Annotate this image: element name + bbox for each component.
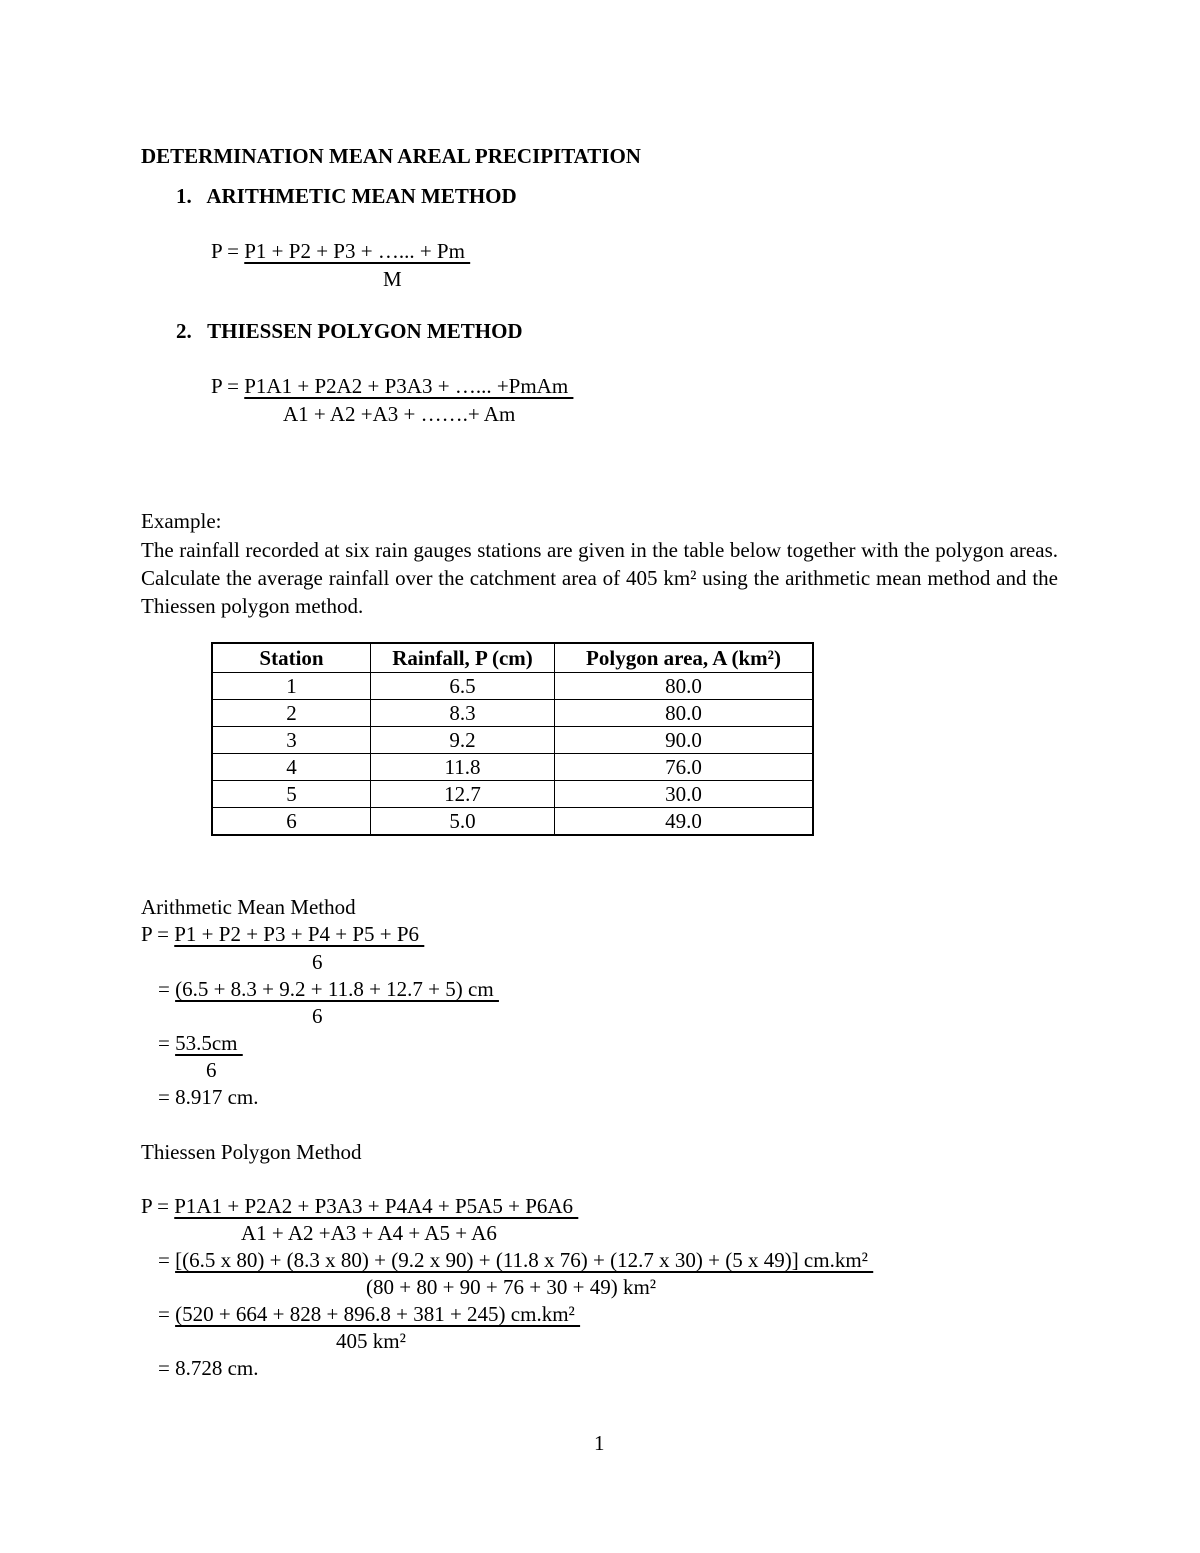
thiessen-heading: Thiessen Polygon Method [141,1140,362,1164]
cell-area: 76.0 [555,754,814,781]
example-label: Example: [141,509,222,533]
cell-rainfall: 5.0 [371,808,555,836]
formula-lhs: P = [141,922,175,946]
thiessen-line-1 [141,1196,578,1217]
method-2-heading: 2. THIESSEN POLYGON METHOD [176,319,523,343]
cell-station: 2 [212,700,371,727]
thiessen-line-3-denominator: 405 km² [336,1329,406,1353]
cell-area: 49.0 [555,808,814,836]
formula-numerator: P1A1 + P2A2 + P3A3 + …... +PmAm [244,374,574,398]
arithmetic-line-3 [158,1033,243,1054]
cell-area: 30.0 [555,781,814,808]
arithmetic-result: = 8.917 cm. [158,1085,259,1109]
cell-area: 80.0 [555,673,814,700]
formula-lhs: = [158,977,176,1001]
cell-station: 3 [212,727,371,754]
header-rainfall: Rainfall, P (cm) [371,643,555,673]
table-row [212,673,813,700]
header-polygon-area: Polygon area, A (km²) [555,643,814,673]
formula-numerator: P1A1 + P2A2 + P3A3 + P4A4 + P5A5 + P6A6 [174,1194,579,1218]
method-1-denominator: M [383,267,402,291]
cell-rainfall: 6.5 [371,673,555,700]
thiessen-line-2-denominator: (80 + 80 + 90 + 76 + 30 + 49) km² [366,1275,657,1299]
cell-rainfall: 8.3 [371,700,555,727]
method-1-heading: 1. ARITHMETIC MEAN METHOD [176,184,517,208]
page-number: 1 [594,1431,605,1455]
formula-lhs: P = [211,239,245,263]
arithmetic-line-3-denominator: 6 [206,1058,217,1082]
formula-numerator: P1 + P2 + P3 + …... + Pm [244,239,471,263]
arithmetic-heading: Arithmetic Mean Method [141,895,356,919]
cell-rainfall: 9.2 [371,727,555,754]
thiessen-line-3 [158,1304,580,1325]
cell-station: 4 [212,754,371,781]
formula-lhs: = [158,1248,176,1272]
table-row [212,700,813,727]
formula-lhs: = [158,1302,176,1326]
formula-numerator: 53.5cm [175,1031,243,1055]
formula-lhs: P = [141,1194,175,1218]
table-row [212,781,813,808]
formula-numerator: [(6.5 x 80) + (8.3 x 80) + (9.2 x 90) + (11.8 x 76) + (12.7 x 30) + (5 x 49)] cm.km² [175,1248,874,1272]
thiessen-line-1-denominator: A1 + A2 +A3 + A4 + A5 + A6 [241,1221,497,1245]
formula-lhs: = [158,1031,176,1055]
thiessen-result: = 8.728 cm. [158,1356,259,1380]
formula-numerator: P1 + P2 + P3 + P4 + P5 + P6 [174,922,425,946]
cell-station: 1 [212,673,371,700]
arithmetic-line-1 [141,924,424,945]
cell-rainfall: 11.8 [371,754,555,781]
cell-area: 90.0 [555,727,814,754]
formula-lhs: P = [211,374,245,398]
table-row [212,727,813,754]
method-2-denominator: A1 + A2 +A3 + …….+ Am [283,402,516,426]
cell-station: 6 [212,808,371,836]
formula-numerator: (520 + 664 + 828 + 896.8 + 381 + 245) cm.km² [175,1302,581,1326]
header-station: Station [212,643,371,673]
cell-station: 5 [212,781,371,808]
formula-numerator: (6.5 + 8.3 + 9.2 + 11.8 + 12.7 + 5) cm [175,977,499,1001]
table-header-row [212,643,813,673]
arithmetic-line-2-denominator: 6 [312,1004,323,1028]
table-row [212,808,813,836]
document-title: DETERMINATION MEAN AREAL PRECIPITATION [141,144,641,168]
arithmetic-line-1-denominator: 6 [312,950,323,974]
example-text: The rainfall recorded at six rain gauges stations are given in the table below together with the polygon areas. Calculate the average rainfall over the catchment area of 405 km² using the arithmetic mean method and the Thiessen polygon method. [141,538,1058,618]
cell-area: 80.0 [555,700,814,727]
thiessen-line-2 [158,1250,873,1271]
method-2-formula [211,376,573,397]
cell-rainfall: 12.7 [371,781,555,808]
rainfall-table [211,642,814,836]
table-row [212,754,813,781]
method-1-formula [211,241,470,262]
arithmetic-line-2 [158,979,499,1000]
